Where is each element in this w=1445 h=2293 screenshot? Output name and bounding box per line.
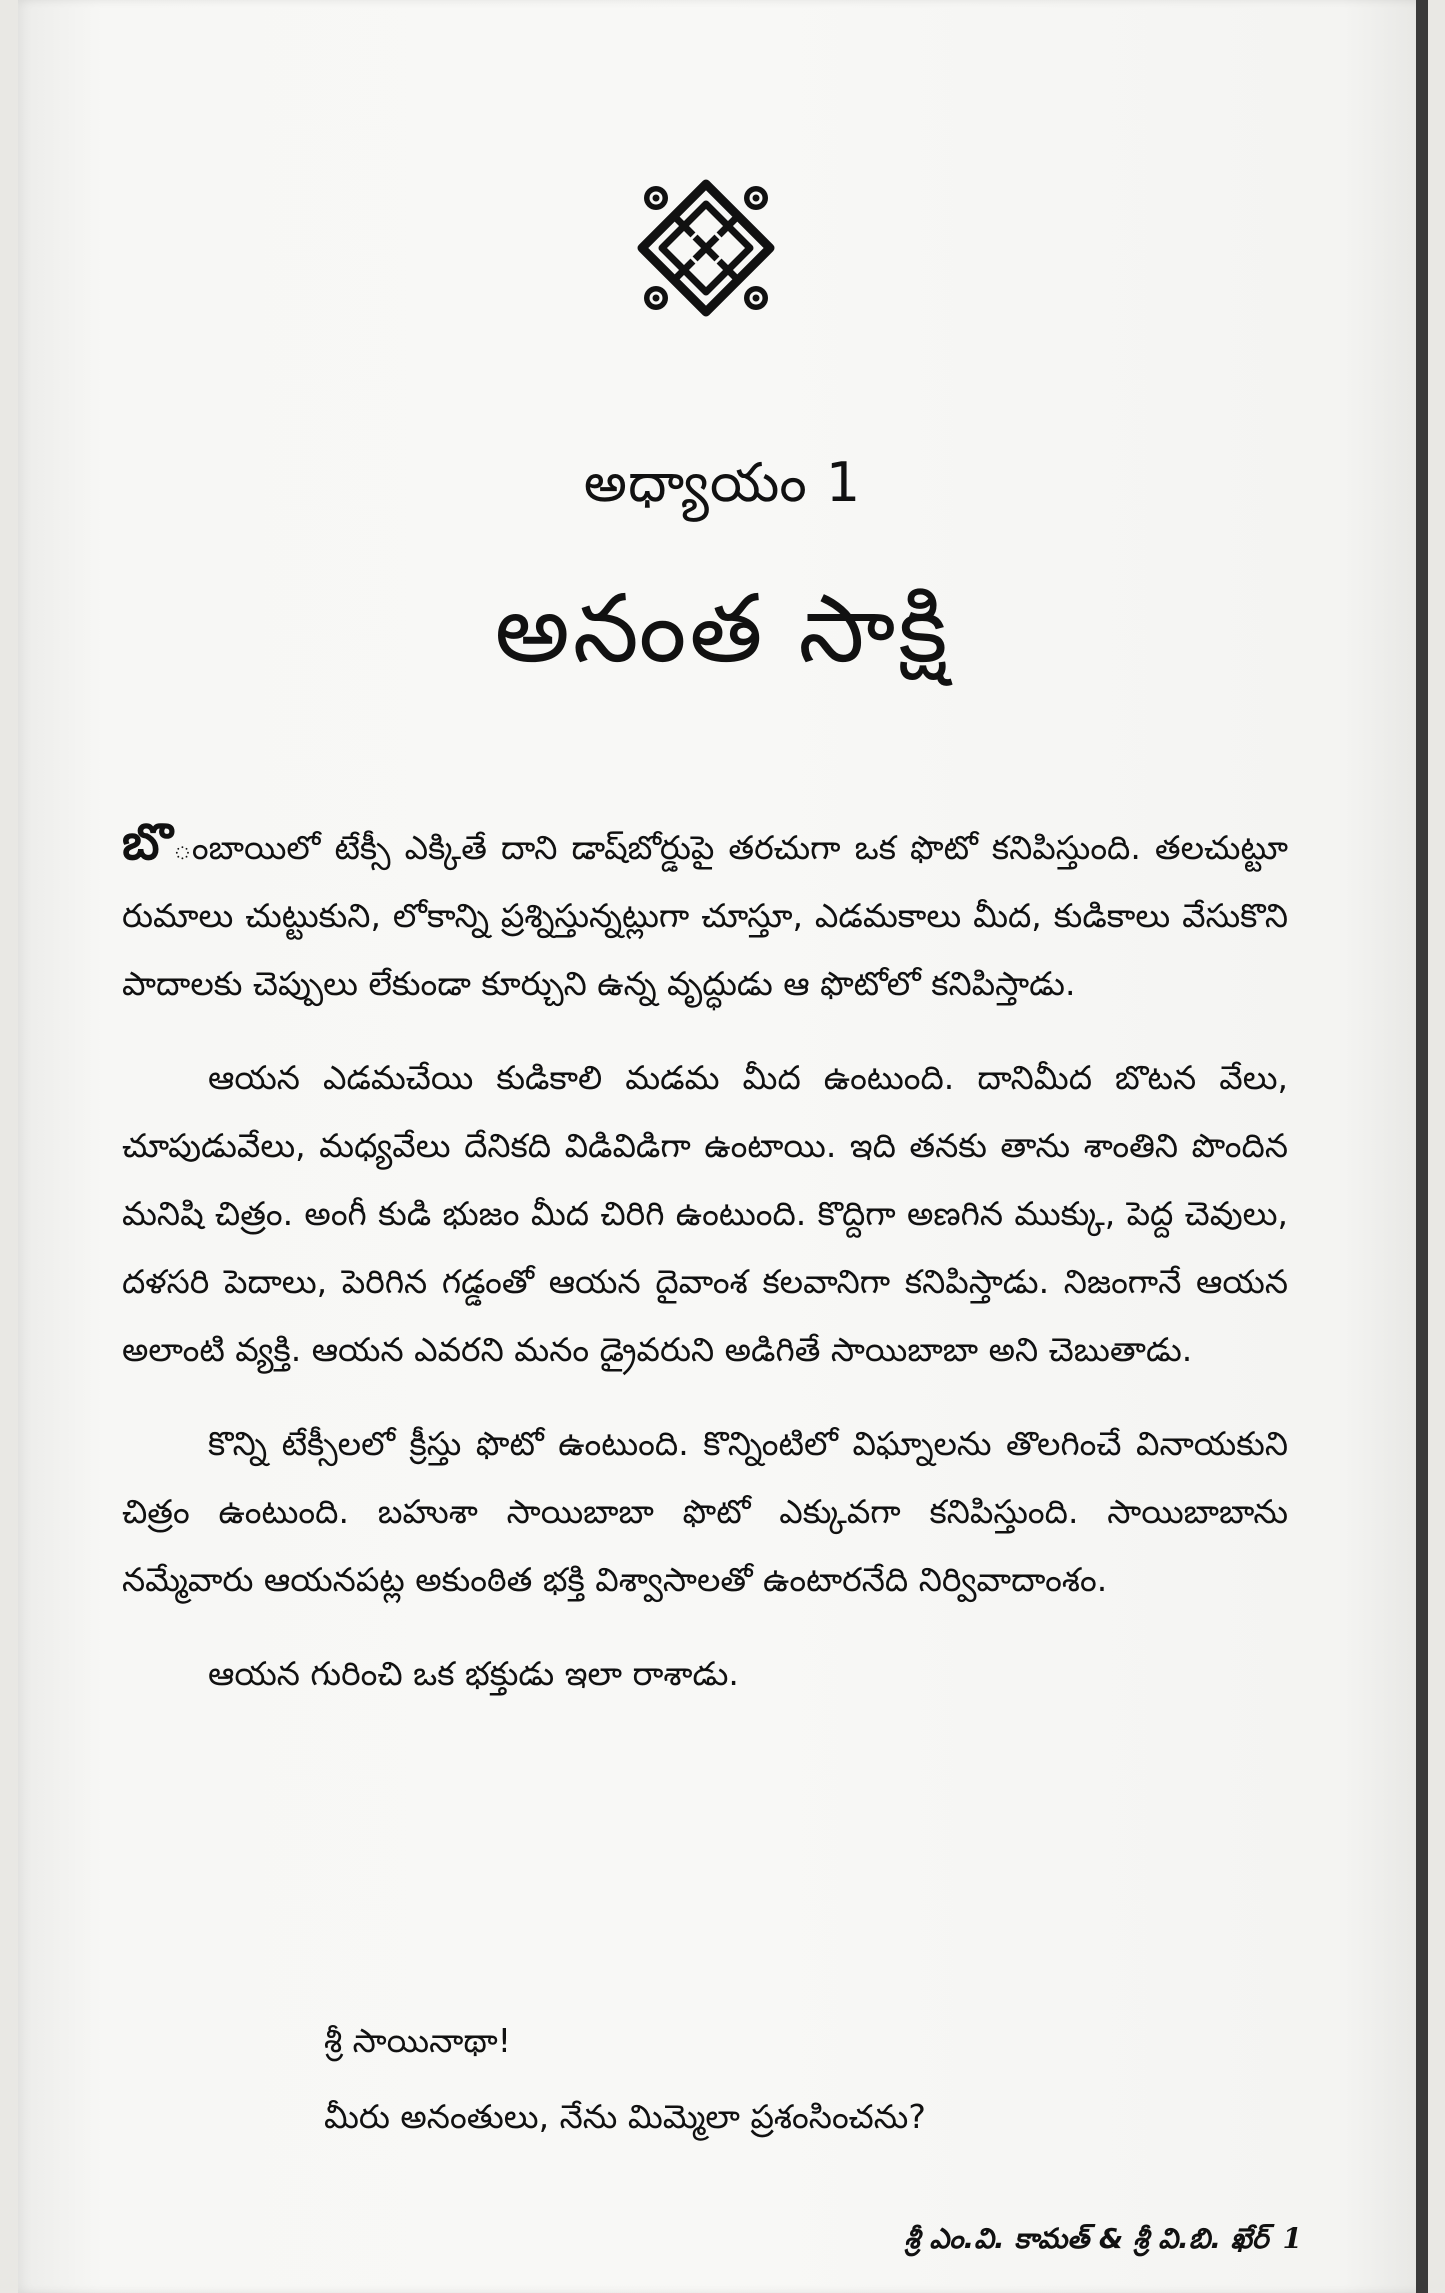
page-binding-edge [1416, 0, 1428, 2293]
paragraph-1 [122, 808, 1288, 1018]
paragraph-1-text: ంబాయిలో టేక్సీ ఎక్కితే దాని డాష్‌బోర్డుపై తరచుగా ఒక ఫొటో కనిపిస్తుంది. తలచుట్టూ రుమాలు చుట్టుకుని, లోకాన్ని ప్రశ్నిస్తున్నట్లుగా చూస్తూ, ఎడమకాలు మీద, కుడికాలు వేసుకొని పాదాలకు చెప్పులు లేకుండా కూర్చుని ఉన్న వృద్ధుడు ఆ ఫొటోలో కనిపిస్తాడు. [122, 828, 1288, 1003]
paragraph-4: ఆయన గురించి ఒక భక్తుడు ఇలా రాశాడు. [208, 1654, 739, 1693]
page-footer [904, 2222, 1302, 2262]
page-number: 1 [1282, 2222, 1302, 2255]
chapter-body [122, 808, 1288, 1734]
celtic-knot-ornament-icon [636, 178, 776, 318]
drop-cap: బొ [122, 813, 173, 871]
footer-authors: శ్రీ ఎం.వి. కామత్ & శ్రీ వి.బి. ఖేర్ [904, 2222, 1269, 2255]
chapter-title: అనంత సాక్షి [494, 575, 951, 684]
verse-quote [324, 2003, 926, 2155]
chapter-label: అధ్యాయం 1 [583, 451, 862, 514]
paragraph-3: కొన్ని టేక్సీలలో క్రీస్తు ఫొటో ఉంటుంది. కొన్నింటిలో విఘ్నాలను తొలగించే వినాయకుని చిత్రం ఉంటుంది. బహుశా సాయిబాబా ఫొటో ఎక్కువగా కనిపిస్తుంది. సాయిబాబాను నమ్మేవారు ఆయనపట్ల అకుంఠిత భక్తి విశ్వాసాలతో ఉంటారనేది నిర్వివాదాంశం. [122, 1424, 1288, 1599]
verse-line-2: మీరు అనంతులు, నేను మిమ్మెలా ప్రశంసించను? [324, 2097, 926, 2136]
paragraph-2: ఆయన ఎడమచేయి కుడికాలి మడమ మీద ఉంటుంది. దానిమీద బొటన వేలు, చూపుడువేలు, మధ్యవేలు దేనికది విడివిడిగా ఉంటాయి. ఇది తనకు తాను శాంతిని పొందిన మనిషి చిత్రం. అంగీ కుడి భుజం మీద చిరిగి ఉంటుంది. కొద్దిగా అణగిన ముక్కు, పెద్ద చెవులు, దళసరి పెదాలు, పెరిగిన గడ్డంతో ఆయన దైవాంశ కలవానిగా కనిపిస్తాడు. నిజంగానే ఆయన అలాంటి వ్యక్తి. ఆయన ఎవరని మనం డ్రైవరుని అడిగితే సాయిబాబా అని చెబుతాడు. [122, 1058, 1288, 1369]
verse-line-1: శ్రీ సాయినాథా! [324, 2021, 511, 2060]
